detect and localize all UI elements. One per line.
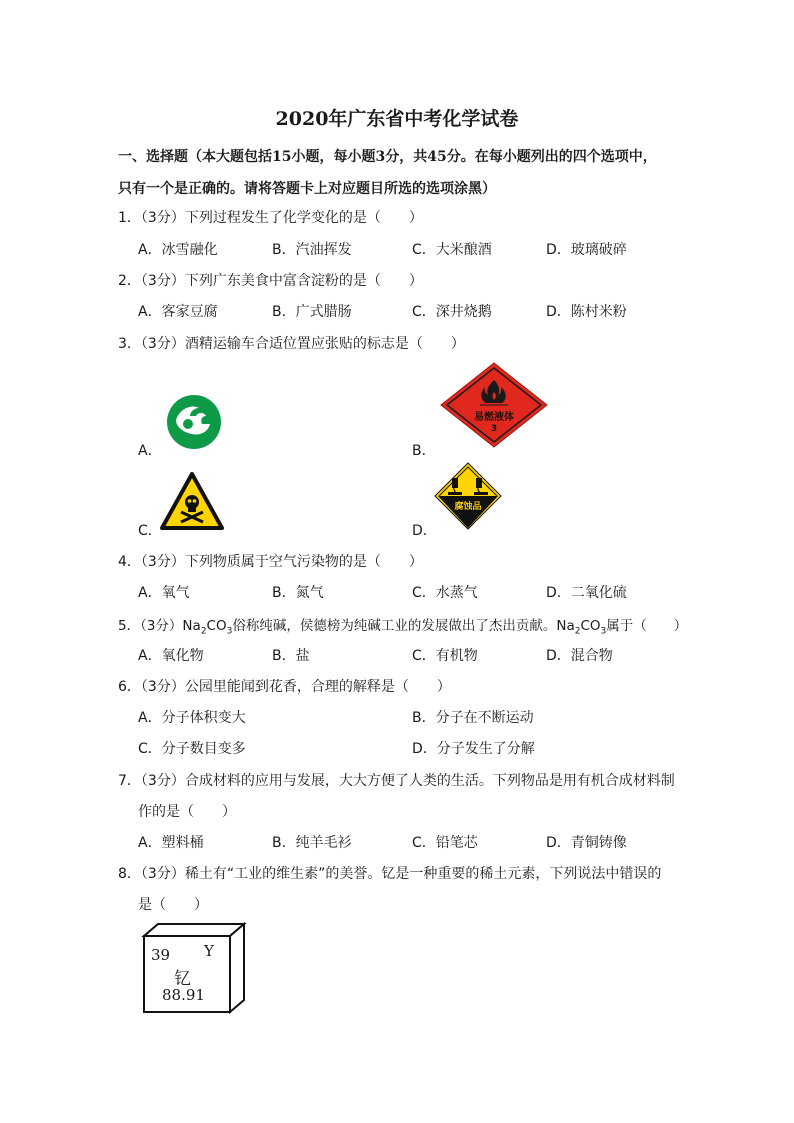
q4-option-a[interactable]: A．氧气 bbox=[138, 585, 190, 601]
q2-option-a[interactable]: A．客家豆腐 bbox=[138, 304, 218, 320]
q7-option-d[interactable]: D．青铜铸像 bbox=[546, 835, 627, 851]
q3-option-b[interactable]: B． bbox=[412, 443, 436, 459]
q6-option-d[interactable]: D．分子发生了分解 bbox=[412, 741, 535, 757]
q4-option-c[interactable]: C．水蒸气 bbox=[412, 585, 478, 601]
q6-option-b[interactable]: B．分子在不断运动 bbox=[412, 710, 534, 726]
question-7-stem-cont: 作的是（ ） bbox=[138, 804, 236, 820]
q5-option-d[interactable]: D．混合物 bbox=[546, 648, 613, 664]
question-3-stem: 3．（3分）酒精运输车合适位置应张贴的标志是（ ） bbox=[118, 336, 465, 352]
element-symbol: Y bbox=[204, 942, 214, 960]
q1-option-b[interactable]: B．汽油挥发 bbox=[272, 242, 352, 258]
flammable-liquid-sign-icon bbox=[440, 362, 548, 452]
element-atomic-mass: 88.91 bbox=[162, 986, 205, 1004]
q6-option-c[interactable]: C．分子数目变多 bbox=[138, 741, 246, 757]
section-heading-line1: 一、选择题（本大题包括15小题，每小题3分，共45分。在每小题列出的四个选项中， bbox=[118, 149, 657, 165]
q2-option-d[interactable]: D．陈村米粉 bbox=[546, 304, 627, 320]
flammable-sign-number: 3 bbox=[490, 424, 498, 434]
q1-option-d[interactable]: D．玻璃破碎 bbox=[546, 242, 627, 258]
element-name: 钇 bbox=[174, 969, 191, 989]
q5-option-c[interactable]: C．有机物 bbox=[412, 648, 478, 664]
q1-option-a[interactable]: A．冰雪融化 bbox=[138, 242, 218, 258]
corrosive-sign-icon bbox=[434, 462, 502, 534]
flammable-sign-label: 易燃液体 bbox=[474, 412, 514, 423]
q5-option-b[interactable]: B．盐 bbox=[272, 648, 310, 664]
corrosive-sign-label: 腐蚀品 bbox=[454, 502, 482, 512]
question-2-stem: 2．（3分）下列广东美食中富含淀粉的是（ ） bbox=[118, 273, 423, 289]
q3-option-c[interactable]: C． bbox=[138, 523, 162, 539]
question-1-stem: 1．（3分）下列过程发生了化学变化的是（ ） bbox=[118, 210, 423, 226]
question-5-stem: 5．（3分）$Na_2CO_3$俗称纯碱，侯德榜为纯碱工业的发展做出了杰出贡献。$Na_2CO_3$属于（ ） bbox=[118, 618, 688, 637]
recycle-water-sign-icon bbox=[166, 394, 222, 454]
q1-option-c[interactable]: C．大米酿酒 bbox=[412, 242, 492, 258]
q7-option-c[interactable]: C．铅笔芯 bbox=[412, 835, 478, 851]
q5-option-a[interactable]: A．氧化物 bbox=[138, 648, 204, 664]
page-title: 2020年广东省中考化学试卷 bbox=[275, 108, 519, 130]
q3-option-d[interactable]: D． bbox=[412, 523, 437, 539]
question-4-stem: 4．（3分）下列物质属于空气污染物的是（ ） bbox=[118, 554, 423, 570]
question-7-stem: 7．（3分）合成材料的应用与发展，大大方便了人类的生活。下列物品是用有机合成材料制 bbox=[118, 773, 675, 789]
q4-option-d[interactable]: D．二氧化硫 bbox=[546, 585, 627, 601]
q2-option-c[interactable]: C．深井烧鹅 bbox=[412, 304, 492, 320]
q2-option-b[interactable]: B．广式腊肠 bbox=[272, 304, 352, 320]
q6-option-a[interactable]: A．分子体积变大 bbox=[138, 710, 246, 726]
toxic-skull-sign-icon bbox=[160, 472, 224, 534]
section-heading-line2: 只有一个是正确的。请将答题卡上对应题目所选的选项涂黑） bbox=[118, 181, 496, 197]
question-8-stem-cont: 是（ ） bbox=[138, 897, 208, 913]
element-card-yttrium bbox=[136, 920, 250, 1016]
element-atomic-number: 39 bbox=[151, 946, 171, 964]
q3-option-a[interactable]: A． bbox=[138, 443, 162, 459]
q4-option-b[interactable]: B．氮气 bbox=[272, 585, 324, 601]
q7-option-b[interactable]: B．纯羊毛衫 bbox=[272, 835, 352, 851]
question-6-stem: 6．（3分）公园里能闻到花香，合理的解释是（ ） bbox=[118, 679, 451, 695]
question-8-stem: 8．（3分）稀土有“工业的维生素”的美誉。钇是一种重要的稀土元素，下列说法中错误的 bbox=[118, 866, 662, 882]
q7-option-a[interactable]: A．塑料桶 bbox=[138, 835, 204, 851]
